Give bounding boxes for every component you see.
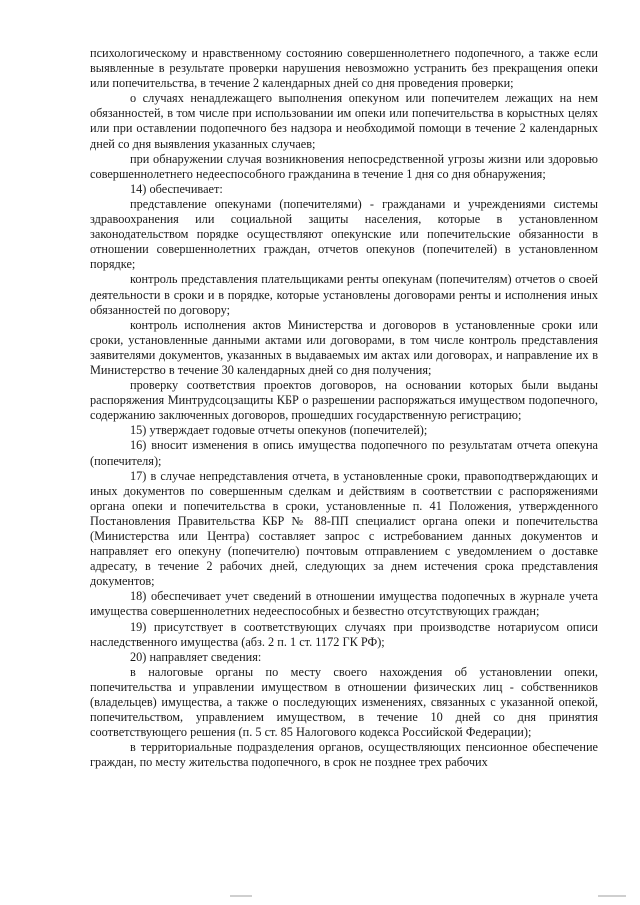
paragraph: 19) присутствует в соответствующих случаях при производстве нотариусом описи наследственного имущества (абз. 2 п. 1 ст. 1172 ГК РФ); [90,619,598,649]
paragraph: проверку соответствия проектов договоров, на основании которых были выданы распоряжения Минтрудсоцзащиты КБР о разрешении распоряжаться имуществом подопечного, содержанию заключенных договоров, прошедших государственную регистрацию; [90,378,598,423]
paragraph: 15) утверждает годовые отчеты опекунов (попечителей); [130,423,428,438]
paragraph: представление опекунами (попечителями) - гражданами и учреждениями системы здравоохранения или социальной защиты населения, которые в установленном законодательством порядке осуществляют опекунские или попечительские обязанности в отношении совершеннолетних граждан, отчетов опекунов (попечителей) в установленном порядке; [90,196,598,272]
paragraph: о случаях ненадлежащего выполнения опекуном или попечителем лежащих на нем обязанностей, в том числе при использовании им опеки или попечительства в корыстных целях или при оставлении подопечного без надзора и необходимой помощи в течение 2 календарных дней со дня выявления указанных случаев; [90,91,598,151]
scan-artifact [230,895,252,897]
paragraph: 20) направляет сведения: [130,649,262,664]
paragraph: 17) в случае непредставления отчета, в установленные сроки, правоподтверждающих и иных документов по совершенным сделкам и действиям в соответствии с распоряжениями органа опеки и попечительства в сроки, установленные п. 41 Положения, утвержденного Постановления Правительства КБР № 88-ПП специалист органа опеки и попечительства (Министерства или Центра) составляет запрос с истребованием данных документов и направляет его опекуну (попечителю) почтовым отправлением с уведомлением о доставке адресату, в течение 2 рабочих дней, следующих за днем истечения срока представления документов; [90,468,598,589]
scan-artifact [598,895,626,897]
document-body [90,46,598,771]
paragraph: 18) обеспечивает учет сведений в отношении имущества подопечных в журнале учета имущества совершеннолетних недееспособных и безвестно отсутствующих граждан; [90,589,598,619]
paragraph: контроль исполнения актов Министерства и договоров в установленные сроки или сроки, установленные данными актами или договорами, в том числе контроль представления заявителями документов, указанных в выдаваемых им актах или договорах, и направление их в Министерство в течение 30 календарных дней со дня получения; [90,317,598,377]
paragraph: в территориальные подразделения органов, осуществляющих пенсионное обеспечение граждан, по месту жительства подопечного, в срок не позднее трех рабочих [90,740,598,770]
paragraph: при обнаружении случая возникновения непосредственной угрозы жизни или здоровью совершеннолетнего недееспособного гражданина в течение 1 дня со дня обнаружения; [90,151,598,181]
paragraph: в налоговые органы по месту своего нахождения об установлении опеки, попечительства и управлении имуществом в отношении физических лиц - собственников (владельцев) имущества, а также о последующих изменениях, связанных с указанной опекой, попечительством, управлением имуществом, в течение 10 дней со дня принятия соответствующего решения (п. 5 ст. 85 Налогового кодекса Российской Федерации); [90,664,598,740]
paragraph: 16) вносит изменения в опись имущества подопечного по результатам отчета опекуна (попечителя); [90,438,598,468]
paragraph: 14) обеспечивает: [130,181,223,196]
paragraph: контроль представления плательщиками ренты опекунам (попечителям) отчетов о своей деятельности в сроки и в порядке, которые установлены договорами ренты и исполнения иных обязанностей по договору; [90,272,598,317]
paragraph: психологическому и нравственному состоянию совершеннолетнего подопечного, а также если выявленные в результате проверки нарушения невозможно устранить без прекращения опеки или попечительства, в течение 2 календарных дней со дня проведения проверки; [90,46,598,91]
